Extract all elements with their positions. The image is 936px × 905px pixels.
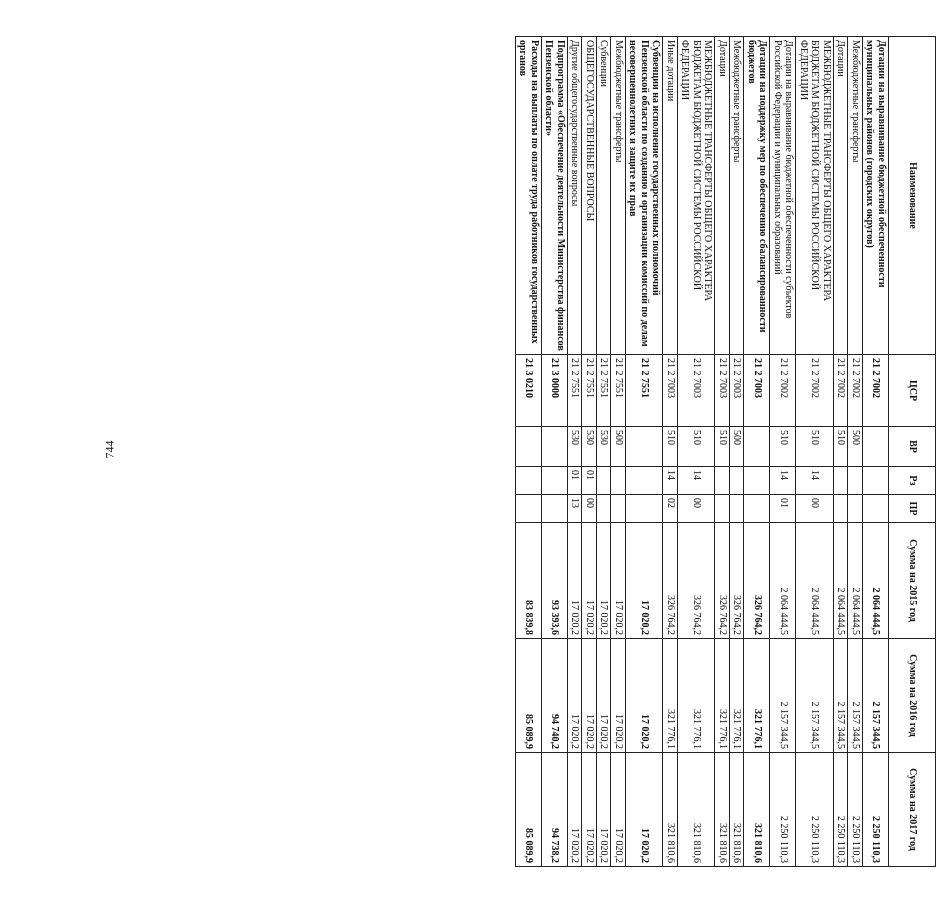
row-rz xyxy=(542,467,568,495)
row-sum-2016: 94 740,2 xyxy=(542,639,568,753)
row-csr: 21 3 0000 xyxy=(542,355,568,427)
row-rz xyxy=(848,467,863,495)
row-pr: 02 xyxy=(663,495,678,523)
budget-table-container xyxy=(470,36,936,866)
row-sum-2016: 321 776,1 xyxy=(663,639,678,753)
header-sum-2016: Сумма на 2016 год xyxy=(889,639,936,753)
row-pr: 01 xyxy=(770,495,796,523)
row-rz: 14 xyxy=(796,467,834,495)
row-csr: 21 2 7002 xyxy=(848,355,863,427)
table-row xyxy=(597,37,612,867)
row-sum-2017: 2 250 110,3 xyxy=(834,753,849,867)
row-sum-2015: 93 393,6 xyxy=(542,523,568,639)
table-row xyxy=(848,37,863,867)
table-row xyxy=(863,37,889,867)
header-rz: Рз xyxy=(889,467,936,495)
row-sum-2017: 17 020,2 xyxy=(582,753,597,867)
row-csr: 21 2 7002 xyxy=(834,355,849,427)
row-rz xyxy=(730,467,745,495)
row-sum-2017: 321 810,6 xyxy=(663,753,678,867)
row-vr: 530 xyxy=(568,427,583,467)
row-pr xyxy=(597,495,612,523)
row-sum-2017: 321 810,6 xyxy=(678,753,716,867)
row-name: Дотации xyxy=(834,37,849,355)
row-pr xyxy=(626,495,664,523)
row-rz: 01 xyxy=(568,467,583,495)
header-pr: ПР xyxy=(889,495,936,523)
row-pr xyxy=(744,495,770,523)
row-csr: 21 2 7003 xyxy=(715,355,730,427)
row-name: Дотации на поддержку мер по обеспечению сбалансированности бюджетов xyxy=(744,37,770,355)
row-sum-2017: 17 020,2 xyxy=(568,753,583,867)
row-rz xyxy=(744,467,770,495)
row-rz xyxy=(516,467,542,495)
row-rz xyxy=(626,467,664,495)
table-row xyxy=(744,37,770,867)
row-sum-2016: 17 020,2 xyxy=(597,639,612,753)
row-vr xyxy=(626,427,664,467)
row-sum-2015: 2 064 444,5 xyxy=(834,523,849,639)
row-pr xyxy=(730,495,745,523)
row-sum-2015: 326 764,2 xyxy=(730,523,745,639)
row-csr: 21 2 7551 xyxy=(626,355,664,427)
table-row xyxy=(516,37,542,867)
table-row xyxy=(542,37,568,867)
table-row xyxy=(626,37,664,867)
table-row xyxy=(678,37,716,867)
row-pr: 00 xyxy=(582,495,597,523)
row-rz xyxy=(834,467,849,495)
row-sum-2015: 17 020,2 xyxy=(568,523,583,639)
row-sum-2015: 2 064 444,5 xyxy=(863,523,889,639)
budget-table xyxy=(515,36,936,867)
row-pr xyxy=(715,495,730,523)
row-sum-2017: 17 020,2 xyxy=(611,753,626,867)
table-row xyxy=(770,37,796,867)
row-csr: 21 3 0210 xyxy=(516,355,542,427)
row-vr: 510 xyxy=(834,427,849,467)
row-name: ОБЩЕГОСУДАРСТВЕННЫЕ ВОПРОСЫ xyxy=(582,37,597,355)
row-csr: 21 2 7003 xyxy=(744,355,770,427)
table-row xyxy=(796,37,834,867)
row-name: МЕЖБЮДЖЕТНЫЕ ТРАНСФЕРТЫ ОБЩЕГО ХАРАКТЕРА БЮДЖЕТАМ БЮДЖЕТНОЙ СИСТЕМЫ РОССИЙСКОЙ ФЕДЕРАЦИИ xyxy=(678,37,716,355)
row-sum-2017: 321 810,6 xyxy=(715,753,730,867)
row-vr: 530 xyxy=(582,427,597,467)
row-name: Межбюджетные трансферты xyxy=(611,37,626,355)
row-sum-2016: 321 776,1 xyxy=(744,639,770,753)
row-sum-2015: 326 764,2 xyxy=(663,523,678,639)
row-sum-2016: 17 020,2 xyxy=(568,639,583,753)
row-sum-2016: 2 157 344,5 xyxy=(863,639,889,753)
row-sum-2016: 321 776,1 xyxy=(730,639,745,753)
row-vr: 500 xyxy=(848,427,863,467)
row-sum-2016: 321 776,1 xyxy=(715,639,730,753)
row-sum-2015: 17 020,2 xyxy=(611,523,626,639)
row-sum-2017: 17 020,2 xyxy=(597,753,612,867)
row-sum-2017: 17 020,2 xyxy=(626,753,664,867)
row-name: Субвенции на исполнение государственных полномочий Пензенской области по созданию и организации комиссий по делам несовершеннолетних и защите их прав xyxy=(626,37,664,355)
row-sum-2015: 17 020,2 xyxy=(626,523,664,639)
row-sum-2016: 17 020,2 xyxy=(582,639,597,753)
row-name: Расходы на выплаты по оплате труда работников государственных органов xyxy=(516,37,542,355)
row-sum-2017: 2 250 110,3 xyxy=(863,753,889,867)
row-pr xyxy=(516,495,542,523)
row-vr xyxy=(542,427,568,467)
table-row xyxy=(611,37,626,867)
row-sum-2015: 2 064 444,5 xyxy=(796,523,834,639)
row-rz xyxy=(597,467,612,495)
header-sum-2017: Сумма на 2017 год xyxy=(889,753,936,867)
row-rz: 01 xyxy=(582,467,597,495)
row-vr: 510 xyxy=(770,427,796,467)
row-pr xyxy=(542,495,568,523)
row-sum-2015: 2 064 444,5 xyxy=(848,523,863,639)
table-row xyxy=(715,37,730,867)
header-vr: ВР xyxy=(889,427,936,467)
row-rz: 14 xyxy=(678,467,716,495)
row-sum-2017: 321 810,6 xyxy=(744,753,770,867)
row-sum-2017: 85 089,9 xyxy=(516,753,542,867)
table-row xyxy=(730,37,745,867)
row-vr: 510 xyxy=(678,427,716,467)
row-rz: 14 xyxy=(663,467,678,495)
row-sum-2016: 321 776,1 xyxy=(678,639,716,753)
page-number: 744 xyxy=(102,440,117,459)
row-sum-2016: 17 020,2 xyxy=(626,639,664,753)
row-name: Другие общегосударственные вопросы xyxy=(568,37,583,355)
row-name: Межбюджетные трансферты xyxy=(730,37,745,355)
table-row xyxy=(663,37,678,867)
row-vr xyxy=(516,427,542,467)
table-row xyxy=(582,37,597,867)
row-name: Дотации на выравнивание бюджетной обеспеченности субъектов Российской Федерации и муниципальных образований xyxy=(770,37,796,355)
row-pr: 00 xyxy=(796,495,834,523)
row-sum-2015: 83 839,8 xyxy=(516,523,542,639)
row-rz xyxy=(611,467,626,495)
row-pr xyxy=(863,495,889,523)
row-vr: 510 xyxy=(796,427,834,467)
row-rz: 14 xyxy=(770,467,796,495)
row-sum-2016: 2 157 344,5 xyxy=(770,639,796,753)
row-name: Подпрограмма «Обеспечение деятельности Министерства финансов Пензенской области» xyxy=(542,37,568,355)
row-vr: 510 xyxy=(715,427,730,467)
row-pr: 13 xyxy=(568,495,583,523)
row-csr: 21 2 7003 xyxy=(730,355,745,427)
row-pr xyxy=(834,495,849,523)
row-pr: 00 xyxy=(678,495,716,523)
row-vr: 530 xyxy=(597,427,612,467)
row-sum-2017: 2 250 110,3 xyxy=(848,753,863,867)
row-name: МЕЖБЮДЖЕТНЫЕ ТРАНСФЕРТЫ ОБЩЕГО ХАРАКТЕРА БЮДЖЕТАМ БЮДЖЕТНОЙ СИСТЕМЫ РОССИЙСКОЙ ФЕДЕРАЦИИ xyxy=(796,37,834,355)
row-pr xyxy=(611,495,626,523)
row-csr: 21 2 7003 xyxy=(663,355,678,427)
row-name: Иные дотации xyxy=(663,37,678,355)
row-vr: 500 xyxy=(611,427,626,467)
row-csr: 21 2 7002 xyxy=(770,355,796,427)
row-sum-2016: 2 157 344,5 xyxy=(834,639,849,753)
row-sum-2015: 17 020,2 xyxy=(597,523,612,639)
row-vr: 500 xyxy=(730,427,745,467)
row-sum-2015: 326 764,2 xyxy=(678,523,716,639)
row-vr xyxy=(863,427,889,467)
row-name: Межбюджетные трансферты xyxy=(848,37,863,355)
row-sum-2015: 2 064 444,5 xyxy=(770,523,796,639)
table-row xyxy=(834,37,849,867)
row-name: Дотации xyxy=(715,37,730,355)
row-sum-2017: 94 738,2 xyxy=(542,753,568,867)
header-name: Наименование xyxy=(889,37,936,355)
row-vr xyxy=(744,427,770,467)
row-csr: 21 2 7551 xyxy=(582,355,597,427)
row-sum-2016: 17 020,2 xyxy=(611,639,626,753)
header-csr: ЦСР xyxy=(889,355,936,427)
row-sum-2016: 2 157 344,5 xyxy=(848,639,863,753)
table-body xyxy=(516,37,889,867)
header-sum-2015: Сумма на 2015 год xyxy=(889,523,936,639)
row-rz xyxy=(715,467,730,495)
row-sum-2017: 2 250 110,3 xyxy=(770,753,796,867)
row-sum-2015: 17 020,2 xyxy=(582,523,597,639)
table-row xyxy=(568,37,583,867)
row-csr: 21 2 7002 xyxy=(863,355,889,427)
row-sum-2015: 326 764,2 xyxy=(744,523,770,639)
row-sum-2016: 85 089,9 xyxy=(516,639,542,753)
row-sum-2017: 2 250 110,3 xyxy=(796,753,834,867)
row-sum-2017: 321 810,6 xyxy=(730,753,745,867)
row-csr: 21 2 7551 xyxy=(597,355,612,427)
row-vr: 510 xyxy=(663,427,678,467)
row-rz xyxy=(863,467,889,495)
header-row xyxy=(889,37,936,867)
row-name: Дотации на выравнивание бюджетной обеспеченности муниципальных районов (городских округов) xyxy=(863,37,889,355)
row-csr: 21 2 7551 xyxy=(611,355,626,427)
row-csr: 21 2 7002 xyxy=(796,355,834,427)
row-csr: 21 2 7551 xyxy=(568,355,583,427)
row-name: Субвенции xyxy=(597,37,612,355)
row-csr: 21 2 7003 xyxy=(678,355,716,427)
row-sum-2015: 326 764,2 xyxy=(715,523,730,639)
row-pr xyxy=(848,495,863,523)
row-sum-2016: 2 157 344,5 xyxy=(796,639,834,753)
